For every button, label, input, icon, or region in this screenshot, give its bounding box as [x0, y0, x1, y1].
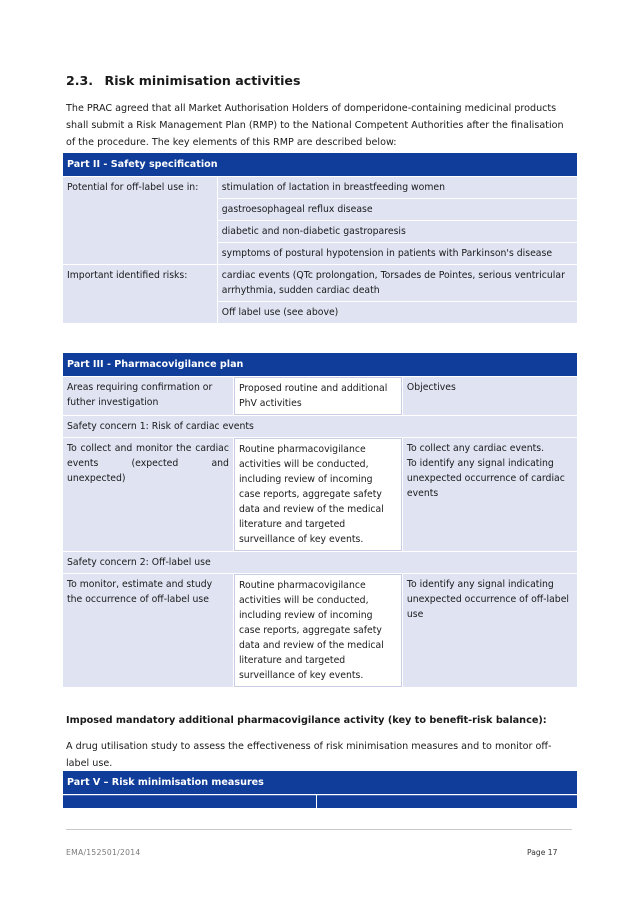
imposed-line: label use.	[66, 758, 113, 769]
concern1-objective: To identify any signal indicating unexpected occurrence of cardiac events	[406, 458, 565, 499]
document-reference: EMA/152501/2014	[66, 848, 141, 857]
risks-label: Important identified risks:	[63, 265, 217, 323]
intro-line: of the procedure. The key elements of this RMP are described below:	[66, 137, 397, 148]
intro-paragraph	[66, 100, 578, 151]
offlabel-label: Potential for off-label use in:	[63, 177, 217, 264]
offlabel-item: gastroesophageal reflux disease	[218, 199, 577, 220]
part5-header: Part V – Risk minimisation measures	[63, 771, 577, 794]
part3-header: Part III - Pharmacovigilance plan	[63, 353, 577, 376]
safety-specification-table	[62, 152, 578, 324]
imposed-line: A drug utilisation study to assess the effectiveness of risk minimisation measures and to monitor off-	[66, 741, 552, 752]
column-header-objectives: Objectives	[403, 377, 577, 415]
section-number: 2.3.	[66, 73, 94, 88]
concern2-area: To monitor, estimate and study the occurrence of off-label use	[63, 574, 233, 687]
part5-empty-cell	[317, 795, 577, 808]
intro-line: The PRAC agreed that all Market Authorisation Holders of domperidone-containing medicinal products	[66, 103, 557, 114]
risk-offlabel: Off label use (see above)	[218, 302, 577, 323]
column-header-activities: Proposed routine and additional PhV activities	[234, 377, 402, 415]
part2-header: Part II - Safety specification	[63, 153, 577, 176]
offlabel-item: diabetic and non-diabetic gastroparesis	[218, 221, 577, 242]
imposed-activity-text	[66, 738, 578, 772]
imposed-activity-title: Imposed mandatory additional pharmacovigilance activity (key to benefit-risk balance):	[66, 715, 547, 726]
pharmacovigilance-plan-table	[62, 352, 578, 688]
concern1-area: To collect and monitor the cardiac events (expected and unexpected)	[63, 438, 233, 551]
footer-divider	[66, 829, 572, 830]
page-number: Page 17	[527, 848, 558, 857]
concern1-activity: Routine pharmacovigilance activities will be conducted, including review of incoming case reports, aggregate safety data and review of the medical literature and targeted surveillance of key events.	[234, 438, 402, 551]
risk-minimisation-table	[62, 770, 578, 809]
safety-concern-2: Safety concern 2: Off-label use	[63, 552, 577, 573]
part5-empty-cell	[63, 795, 316, 808]
risk-cardiac: cardiac events (QTc prolongation, Torsades de Pointes, serious ventricular arrhythmia, sudden cardiac death	[218, 265, 577, 301]
safety-concern-1: Safety concern 1: Risk of cardiac events	[63, 416, 577, 437]
section-heading	[66, 73, 300, 88]
concern1-objective: To collect any cardiac events.	[406, 443, 545, 454]
concern2-activity: Routine pharmacovigilance activities will be conducted, including review of incoming case reports, aggregate safety data and review of the medical literature and targeted surveillance of key events.	[234, 574, 402, 687]
offlabel-item: symptoms of postural hypotension in patients with Parkinson's disease	[218, 243, 577, 264]
column-header-areas: Areas requiring confirmation or futher investigation	[63, 377, 233, 415]
section-title: Risk minimisation activities	[104, 73, 301, 88]
concern1-objectives	[403, 438, 577, 551]
offlabel-item: stimulation of lactation in breastfeeding women	[218, 177, 577, 198]
intro-line: shall submit a Risk Management Plan (RMP) to the National Competent Authorities after the finalisation	[66, 120, 564, 131]
concern2-objective: To identify any signal indicating unexpected occurrence of off-label use	[403, 574, 577, 687]
